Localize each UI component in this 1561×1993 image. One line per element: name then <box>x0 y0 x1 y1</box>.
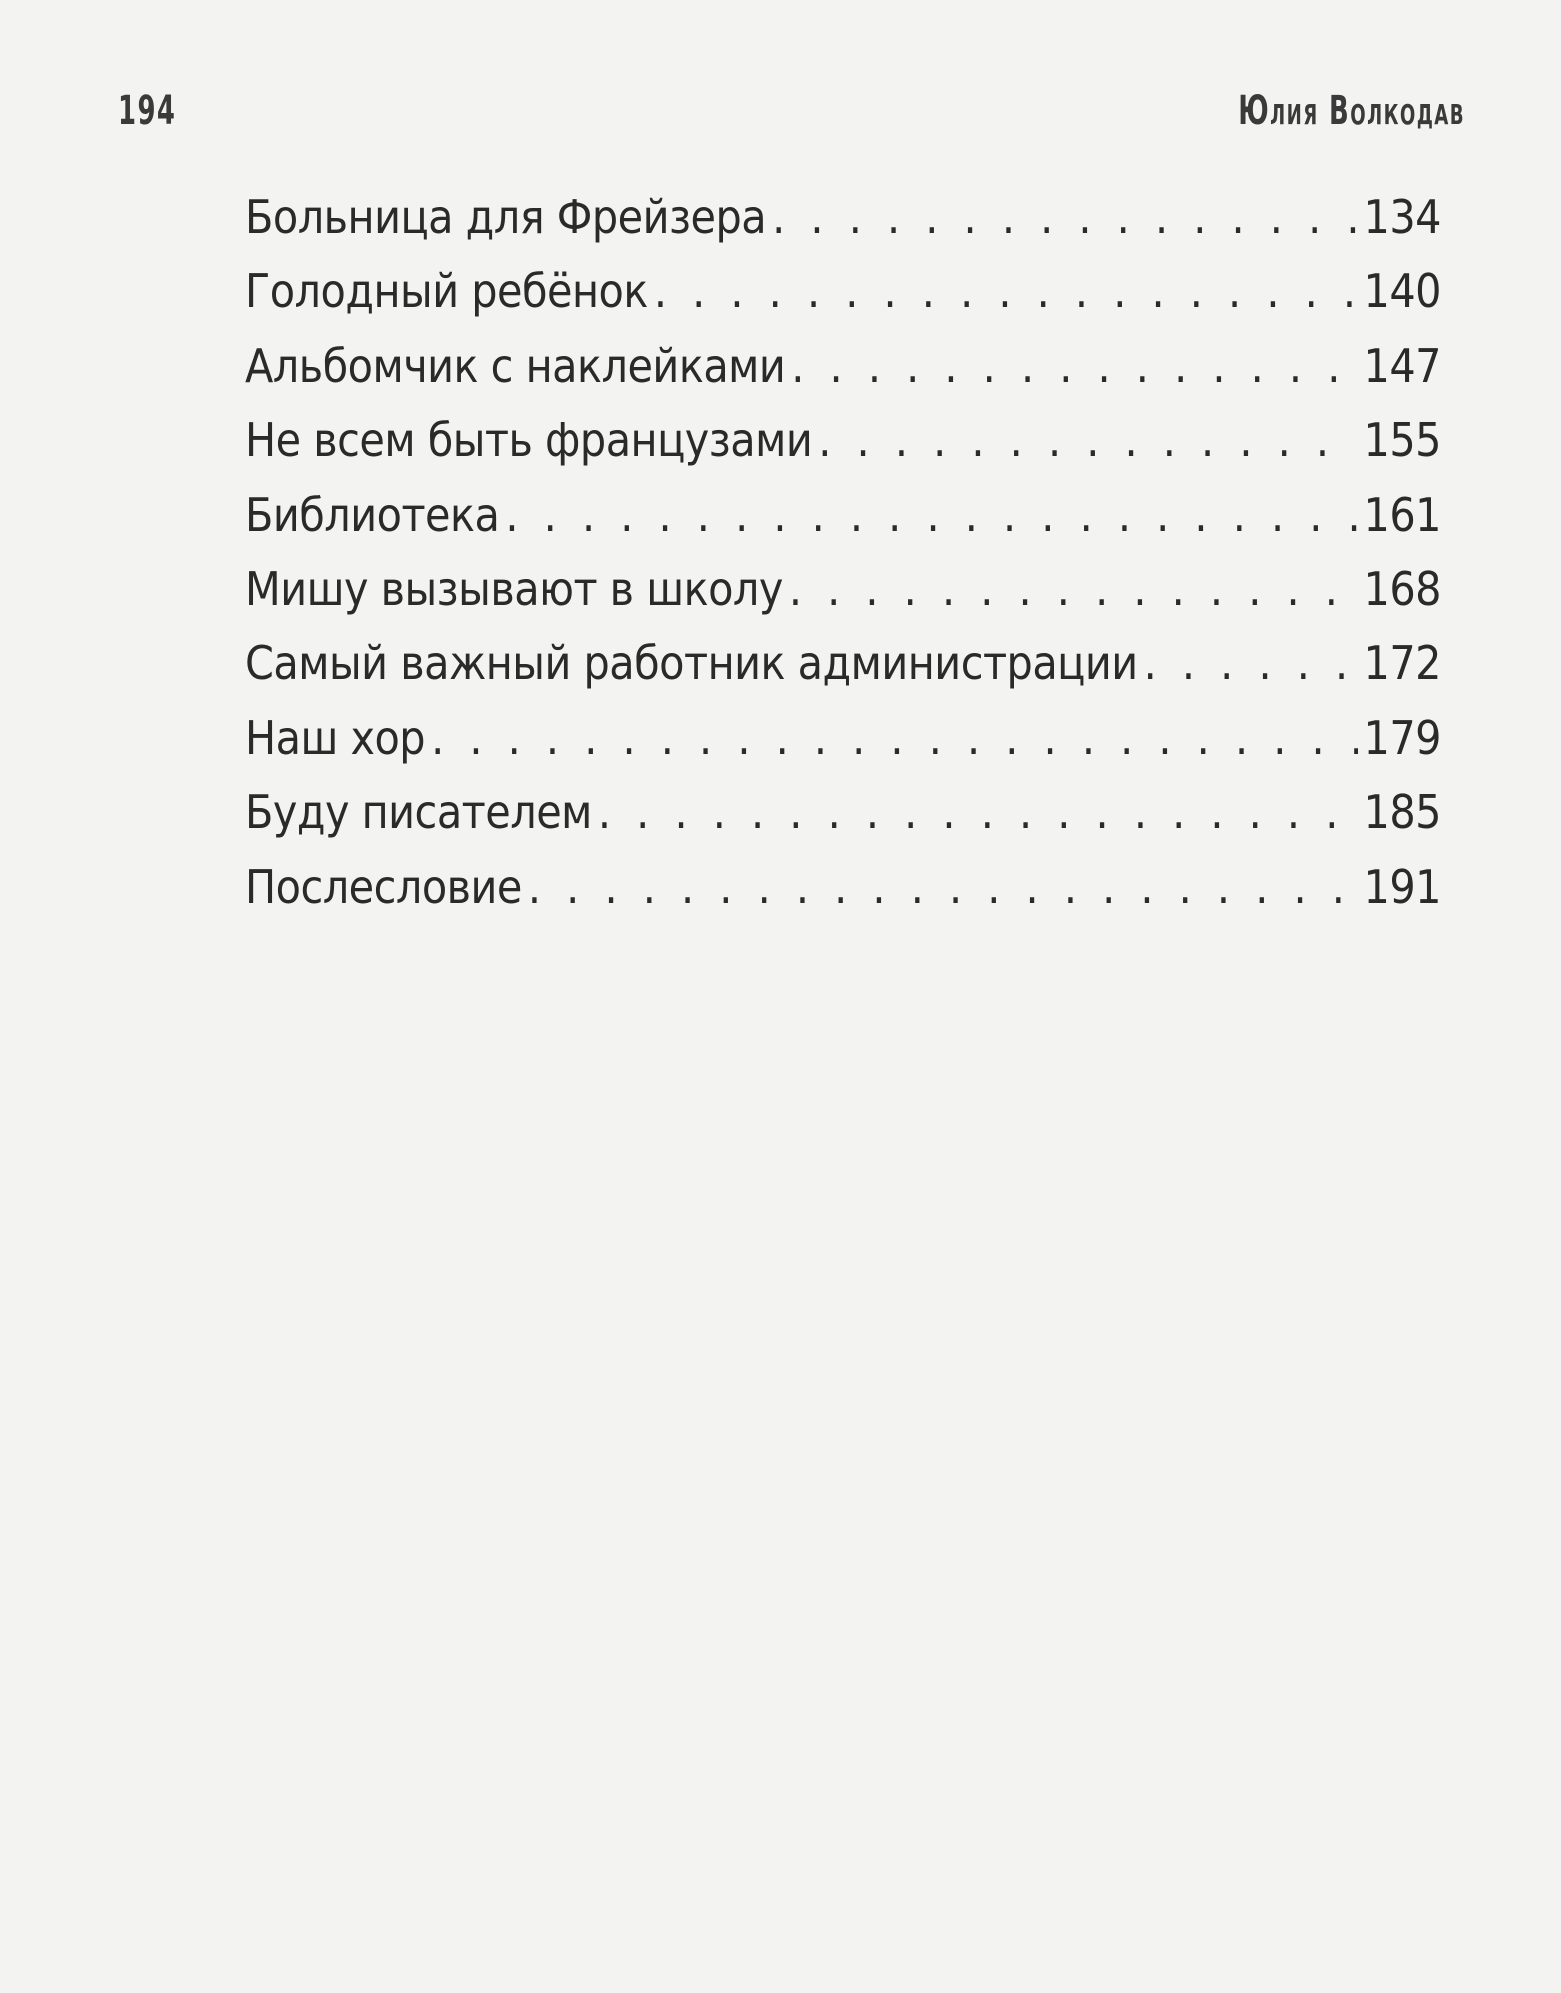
toc-entry <box>245 785 1441 859</box>
toc-entry <box>245 488 1441 562</box>
toc-entry-title: Голодный ребёнок <box>245 264 648 319</box>
toc-entry-title: Наш хор <box>245 710 426 765</box>
toc-entry-title: Буду писателем <box>245 785 592 840</box>
toc-entry <box>245 413 1441 487</box>
dot-leader <box>505 488 1357 542</box>
dot-leader <box>1144 636 1358 690</box>
toc-entry-title: Послесловие <box>245 859 522 914</box>
toc-entry-page: 191 <box>1363 859 1441 914</box>
running-header-author: Юлия Волкодав <box>1238 88 1465 134</box>
toc-entry-title: Больница для Фрейзера <box>245 190 767 244</box>
table-of-contents <box>245 190 1441 934</box>
toc-entry <box>245 562 1441 636</box>
toc-entry-page: 155 <box>1363 413 1441 468</box>
toc-entry <box>245 264 1441 338</box>
toc-entry-title: Не всем быть французами <box>245 413 813 468</box>
toc-entry-page: 179 <box>1363 710 1441 765</box>
toc-entry <box>245 711 1441 785</box>
dot-leader <box>772 190 1357 244</box>
toc-entry <box>245 636 1441 710</box>
toc-entry <box>245 339 1441 413</box>
toc-entry-page: 147 <box>1363 338 1441 393</box>
toc-entry-page: 140 <box>1363 264 1441 319</box>
toc-entry <box>245 190 1441 264</box>
dot-leader <box>654 264 1358 318</box>
dot-leader <box>791 339 1357 393</box>
toc-entry <box>245 860 1441 934</box>
dot-leader <box>528 860 1358 914</box>
dot-leader <box>818 413 1357 467</box>
toc-entry-page: 161 <box>1363 487 1441 542</box>
dot-leader <box>789 562 1358 616</box>
page-number: 194 <box>118 88 177 134</box>
toc-entry-page: 168 <box>1363 561 1441 616</box>
toc-entry-title: Мишу вызывают в школу <box>245 561 783 616</box>
toc-entry-title: Самый важный работник администрации <box>245 636 1138 691</box>
toc-entry-title: Альбомчик с наклейками <box>245 338 786 393</box>
toc-entry-title: Библиотека <box>245 487 500 542</box>
toc-entry-page: 172 <box>1363 636 1441 691</box>
dot-leader <box>598 785 1358 839</box>
dot-leader <box>431 711 1357 765</box>
toc-entry-page: 185 <box>1363 785 1441 840</box>
toc-entry-page: 134 <box>1363 190 1441 244</box>
